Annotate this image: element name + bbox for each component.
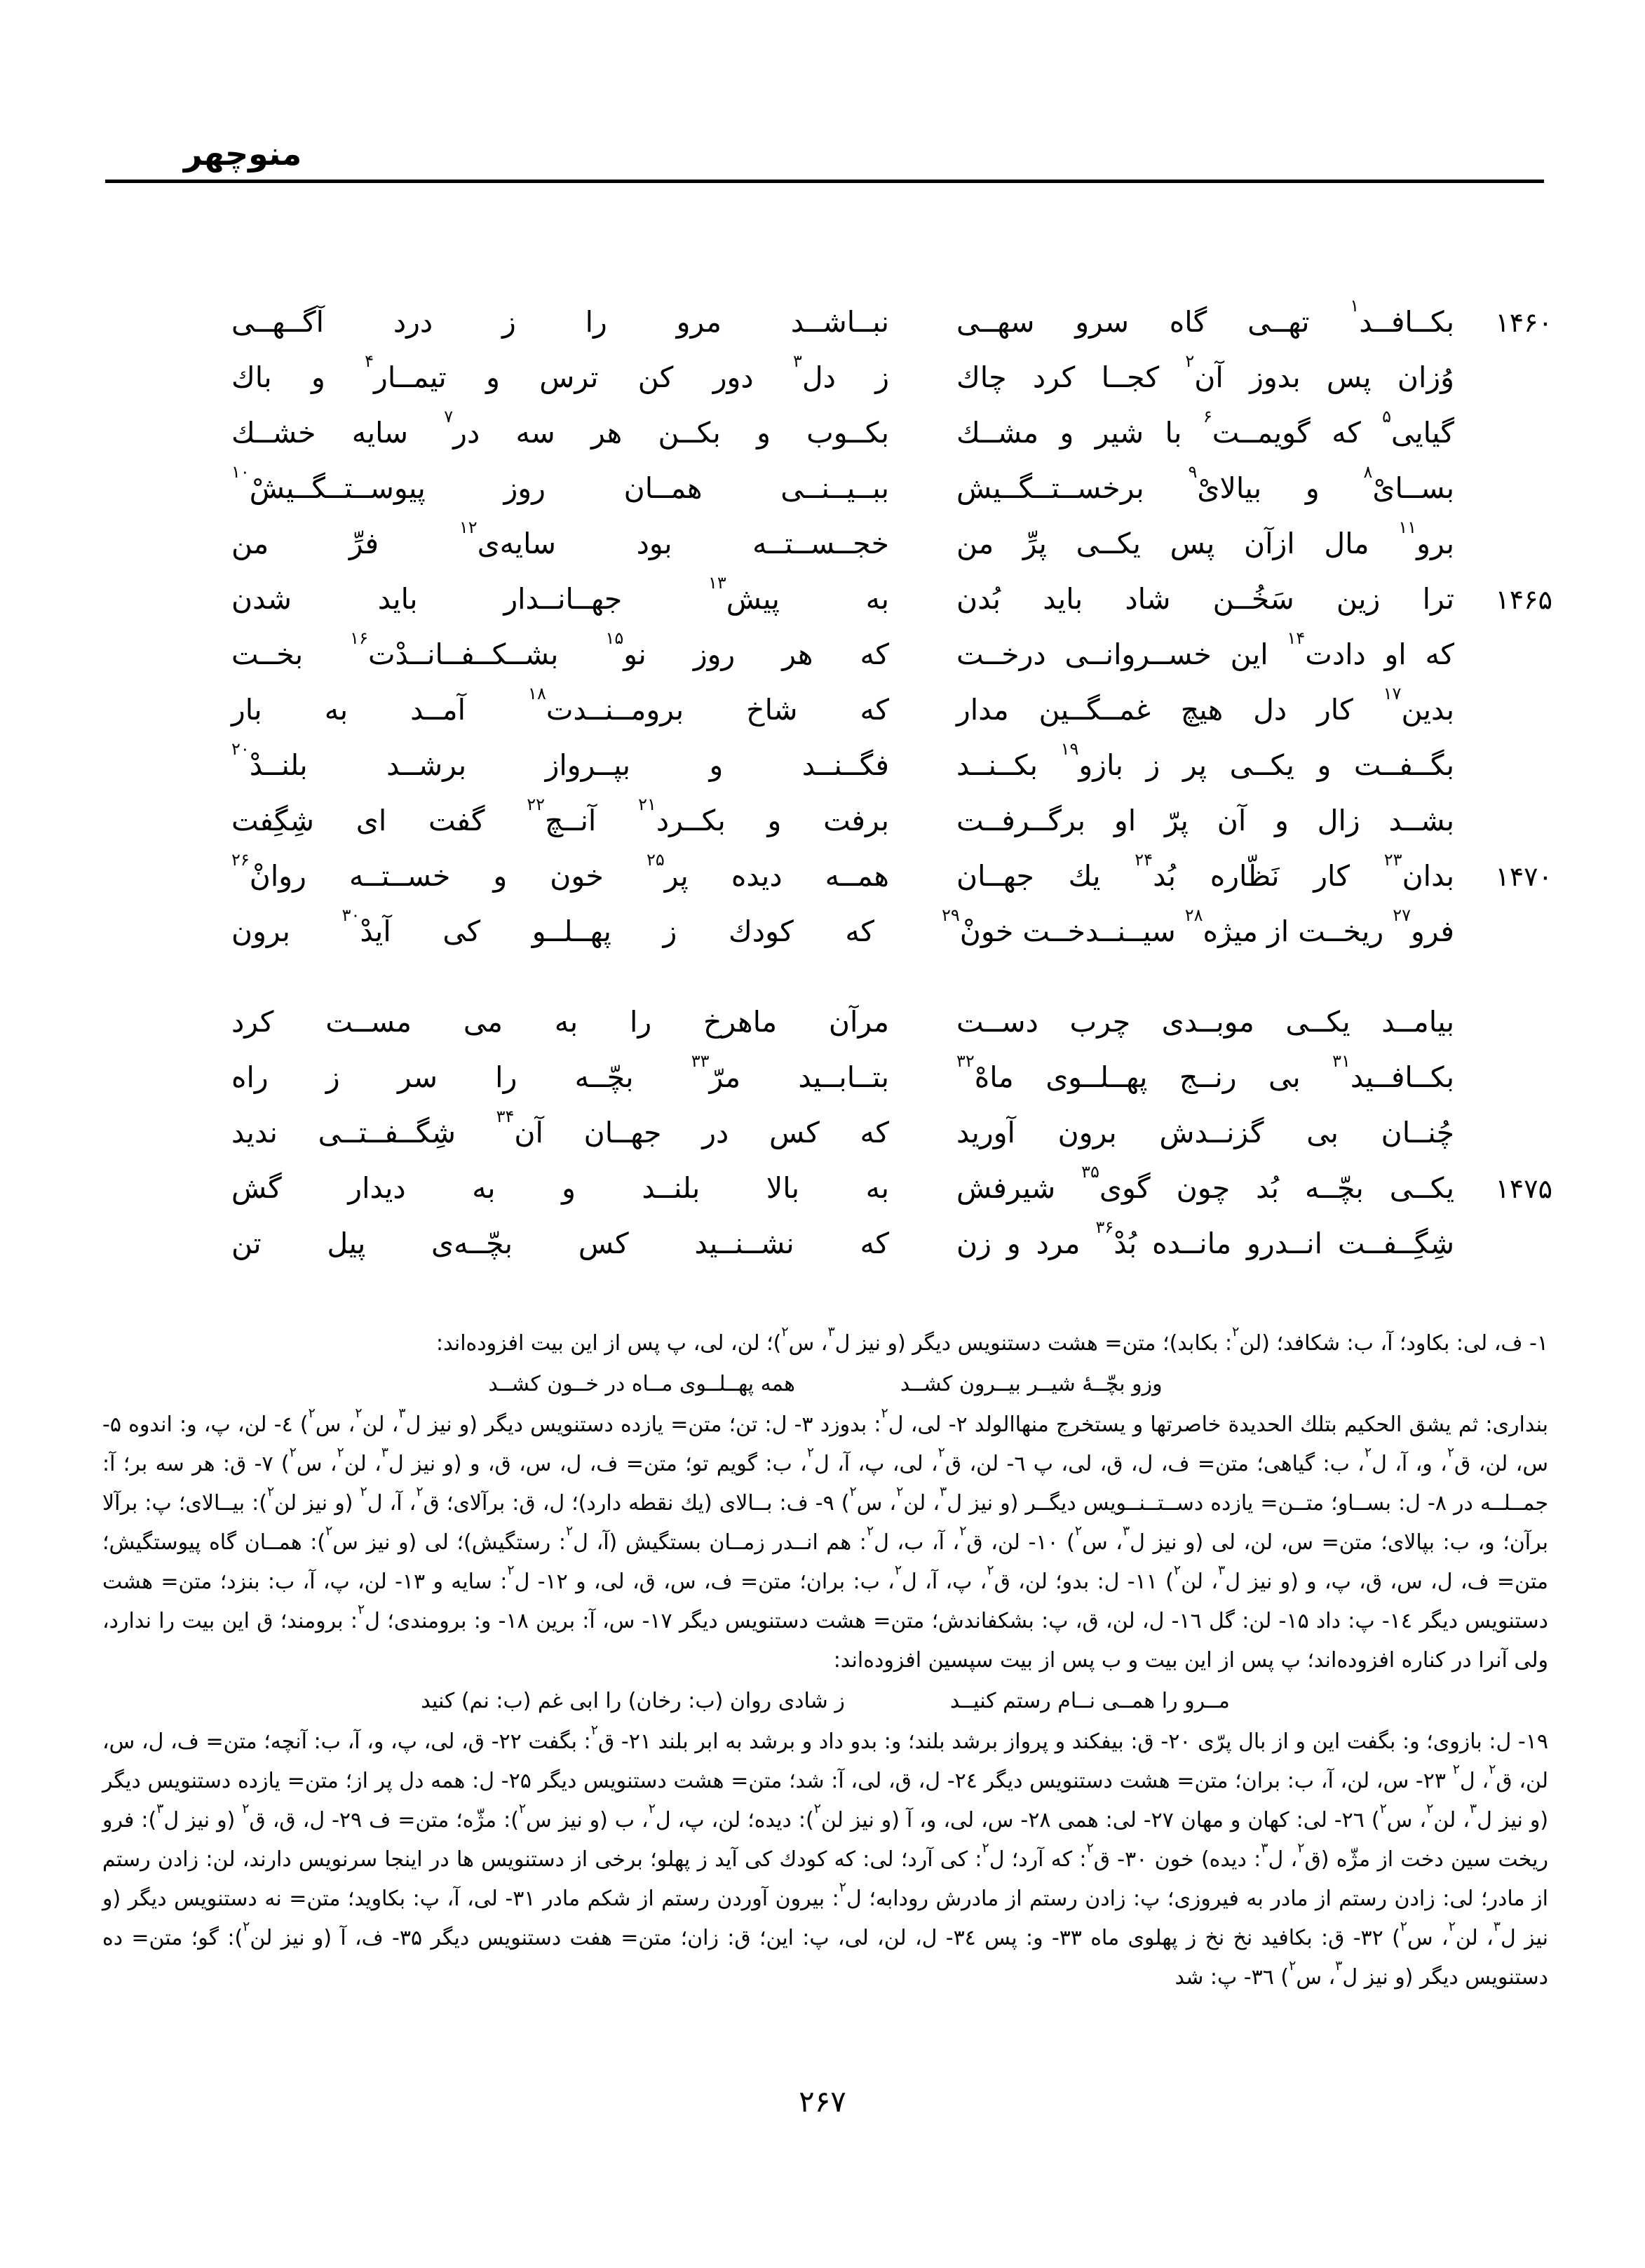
- hemistich-first: گيايى$^۵$ كه گويمــت$^۶$ با شير و مشــك: [956, 407, 1455, 450]
- verse-section: [231, 296, 1552, 1278]
- hemistich-second: به بالا بلنــد و به ديدار گش: [231, 1171, 889, 1205]
- stanza-2: [231, 1001, 1552, 1278]
- hemistich-first: فرو$^{۲۷}$ ريخــت از ميژه$^{۲۸}$ سيــنــدخــت خونْ$^{۲۹}$: [941, 905, 1454, 948]
- hemistich-first: كه او دادت$^{۱۴}$ اين خســروانــى درخــت: [956, 628, 1454, 671]
- hemistich-second: مرآن ماهرخ را به مى مســت كرد: [231, 1005, 889, 1039]
- couplet-row: [231, 850, 1552, 911]
- hemistich-first: يكــى بچّــه بُد چون گوى$^{۳۵}$ شيرفش: [956, 1162, 1454, 1205]
- couplet-row: [231, 905, 1552, 966]
- hemistich-second: كه نشــنــيد كس بچّــه‌ى پيل تن: [231, 1227, 889, 1260]
- footnote-verse-first: مــرو را همــى نــام رستم كنيــد: [949, 1689, 1230, 1713]
- hemistich-first: بكــافــيد$^{۳۱}$ بى رنــج پهــلــوى ماهْ$^{۳۲}$: [956, 1051, 1454, 1094]
- verse-number: ۱۴۶۰: [1495, 307, 1552, 338]
- couplet-row: [231, 628, 1552, 689]
- verse-number: ۱۴۶۵: [1495, 584, 1552, 615]
- footnote-verse-first: وزو بچّــهٔ شيــر بيــرون كشــد: [900, 1372, 1163, 1396]
- hemistich-first: شِگِــفــت انــدرو مانــده بُدْ$^{۳۶}$ مرد و زن: [956, 1217, 1454, 1260]
- header-rule: [105, 180, 1544, 183]
- couplet-row: [231, 739, 1552, 800]
- footnote-verse-second: همه پهــلــوى مــاه در خــون كشــد: [488, 1372, 795, 1396]
- hemistich-second: نبــاشــد مرو را ز درد آگــهــى: [231, 305, 889, 339]
- hemistich-first: چُنــان بى گزنــدش برون آوريد: [956, 1116, 1454, 1149]
- hemistich-second: همــه ديده پر$^{۲۵}$ خون و خســتــه روانْ$^{۲۶}$: [231, 850, 889, 893]
- hemistich-second: ببــيــنــى همــان روز پيوســتــگــيشْ$^{۱۰}$: [231, 462, 889, 505]
- couplet-row: [231, 351, 1552, 412]
- hemistich-first: برو$^{۱۱}$ مال ازآن پس يكــى پرِّ من: [956, 518, 1454, 560]
- stanza-1: [231, 296, 1552, 966]
- hemistich-second: خجــســتــه بود سايه‌ى$^{۱۲}$ فرِّ من: [231, 518, 889, 560]
- couplet-row: [231, 518, 1552, 579]
- couplet-row: [231, 462, 1552, 523]
- couplet-row: [231, 296, 1552, 357]
- chapter-title: منوچهر: [184, 135, 302, 173]
- hemistich-first: بگــفــت و يكــى پر ز بازو$^{۱۹}$ بكــنــد: [956, 739, 1454, 782]
- hemistich-second: كه كس در جهــان آن$^{۳۴}$ شِگــفــتــى نديد: [231, 1107, 889, 1149]
- couplet-row: [231, 1162, 1552, 1223]
- couplet-row: [231, 407, 1552, 468]
- footnote-verse-row: [102, 1682, 1548, 1721]
- footnote-paragraph: بندارى: ثم يشق الحكيم بتلك الحديدة خاصرتها و يستخرج منهاالولد ۲- لى، ل$^۲$: بدوزد ۳- ل: تن؛ متن= يازده دستنويس ديگر (و نيز ل$^۳$، لن$^۲$، س$^۲$) ٤- لن، پ، و: اندوه ۵- س، لن، ق$^۲$، و، آ، ل$^۲$، ب: گياهى؛ متن= ف، ل، ق، لى، پ ٦- لن، ق$^۲$، لى، پ، آ، ل$^۲$، ب: گويم تو؛ متن= ف، ل، س، ق، و (و نيز ل$^۳$، لن$^۲$، س$^۲$) ۷- ق: هر سه بر؛ آ: جمــلــه در ۸- ل: بســاو؛ متــن= يازده دســتــنــويس ديگــر (و نيز ل$^۳$، لن$^۲$، س$^۲$) ۹- ف: بــالاى (يك نقطه دارد)؛ ل، ق: برآلاى؛ ق$^۲$، آ، ل$^۲$ (و نيز لن$^۲$): بيــالاى؛ پ: برآلا برآن؛ و، ب: بپالاى؛ متن= س، لن، لى (و نيز ل$^۳$، س$^۲$) ۱۰- لن، ق$^۲$، آ، ب، ل$^۲$: هم انــدر زمــان بستگيش (آ، ل$^۲$: رستگيش)؛ لى (و نيز س$^۲$): همــان گاه پيوستگيش؛ متن= ف، ل، س، ق، پ، و (و نيز ل$^۳$، لن$^۲$) ۱۱- ل: بدو؛ لن، ق$^۲$، پ، آ، ل$^۲$، ب: بران؛ متن= ف، س، ق، لى، و ۱۲- ل$^۲$: سايه و ۱۳- لن، پ، آ، ب: بنزد؛ متن= هشت دستنويس ديگر ۱٤- پ: داد ۱۵- لن: گل ۱٦- ل، لن، ق، پ: بشكفاندش؛ متن= هشت دستنويس ديگر ۱۷- س، آ: برين ۱۸- و: برومندى؛ ل$^۲$: برومند؛ ق اين بيت را ندارد، ولى آنرا در كناره افزوده‌اند؛ پ پس از اين بيت و ب پس از بيت سپسين افزوده‌اند:: [102, 1405, 1549, 1673]
- hemistich-first: بيامــد يكــى موبــدى چرب دســت: [956, 1005, 1454, 1039]
- couplet-row: [231, 1107, 1552, 1168]
- hemistich-second: كه كودك ز پهــلــو كى آيدْ$^{۳۰}$ برون: [231, 905, 874, 948]
- verse-number: ۱۴۷۵: [1495, 1173, 1552, 1204]
- couplet-row: [231, 1051, 1552, 1112]
- hemistich-first: بشــد زال و آن پرّ او برگــرفــت: [956, 804, 1454, 837]
- couplet-row: [231, 1001, 1552, 1057]
- hemistich-second: بكــوب و بكــن هر سه در$^۷$ سايه خشــك: [231, 407, 889, 450]
- hemistich-second: كه هر روز نو$^{۱۵}$ بشــكــفــانــدْت$^{۱۶}$ بخــت: [231, 628, 889, 671]
- footnote-paragraph: ۱۹- ل: بازوى؛ و: بگفت اين و از بال پرّى ۲۰- ق: بيفكند و پرواز برشد بلند؛ و: بدو داد و برشد به ابر بلند ۲۱- ق$^۲$: بگفت ۲۲- ق، لى، پ، و، آ، ب: آنچه؛ متن= ف، ل، س، لن، ق$^۲$، ل$^۲$ ۲۳- س، لن، آ، ب: بران؛ متن= هشت دستنويس ديگر ۲٤- ل، ق، لى، آ: شد؛ متن= هشت دستنويس ديگر ۲۵- ل: همه دل پر از؛ متن= يازده دستنويس ديگر (و نيز ل$^۳$، لن$^۲$، س$^۲$) ۲٦- لى: كهان و مهان ۲۷- لى: همى ۲۸- س، لى، و، آ (و نيز لن$^۲$): ديده؛ لن، پ، ل$^۲$، ب (و نيز س$^۲$): مژّه؛ متن= ف ۲۹- ل، ق، ق$^۲$ (و نيز ل$^۳$): فرو ريخت سين دخت از مژّه (ق$^۲$، ل$^۳$: ديده) خون ۳۰- ق$^۲$: كه آرد؛ ل$^۲$: كى آرد؛ لى: كه كودك كى آيد ز پهلو؛ برخى از دستنويس ها در اينجا سرنويس دارند، لن: زادن رستم از مادر؛ لى: زادن رستم از مادر به فيروزى؛ پ: زادن رستم از مادرش رودابه؛ ل$^۲$: بيرون آوردن رستم از شكم مادر ۳۱- لى، آ، پ: بكاويد؛ متن= نه دستنويس ديگر (و نيز ل$^۳$، لن$^۲$، س$^۲$) ۳۲- ق: بكافيد نخ نخ ز پهلوى ماه ۳۳- و: پس ۳٤- ل، لن، لى، پ: اين؛ ق: زان؛ متن= هفت دستنويس ديگر ۳۵- ف، آ (و نيز لن$^۲$): گو؛ متن= ده دستنويس ديگر (و نيز ل$^۳$، س$^۲$) ۳٦- پ: شد: [102, 1722, 1549, 1990]
- hemistich-second: فگــنــد و بپــرواز برشــد بلنــدْ$^{۲۰}$: [231, 739, 889, 782]
- verse-number: ۱۴۷۰: [1495, 861, 1552, 892]
- hemistich-first: بدين$^{۱۷}$ كار دل هيچ غمــگــين مدار: [956, 684, 1454, 727]
- footnote-paragraph: ۱- ف، لى: بكاود؛ آ، ب: شكافد؛ (لن$^۲$: بكابد)؛ متن= هشت دستنويس ديگر (و نيز ل$^۳$، س$^۲$)؛ لن، لى، پ پس از اين بيت افزوده‌اند:: [435, 1324, 1548, 1356]
- hemistich-second: بتــابــيد مرّ$^{۳۳}$ بچّــه را سر ز راه: [231, 1051, 889, 1094]
- hemistich-second: ز دل$^۳$ دور كن ترس و تيمــار$^۴$ و باك: [231, 351, 889, 394]
- hemistich-second: برفت و بكــرد$^{۲۱}$ آنــچ$^{۲۲}$ گفت اى شِگِفت: [231, 795, 889, 837]
- running-header: [184, 135, 302, 173]
- page-number: ۲۶۷: [799, 2084, 846, 2119]
- hemistich-first: بســاىْ$^۸$ و بيالاىْ$^۹$ برخســتــگــيش: [956, 462, 1454, 505]
- couplet-row: [231, 1217, 1552, 1278]
- hemistich-first: ترا زين سَخُــن شاد بايد بُدن: [956, 582, 1454, 616]
- couplet-row: [231, 795, 1552, 856]
- hemistich-first: بكــافــد$^۱$ تهــى گاه سرو سهــى: [956, 296, 1454, 339]
- footnote-verse-row: [102, 1365, 1548, 1404]
- couplet-row: [231, 684, 1552, 745]
- couplet-row: [231, 573, 1552, 634]
- hemistich-first: وُزان پس بدوز آن$^۲$ كجــا كرد چاك: [956, 351, 1454, 394]
- hemistich-second: به پيش$^{۱۳}$ جهــانــدار بايد شدن: [231, 573, 890, 616]
- footnote-verse-second: ز شادى روان (ب: رخان) را ابى غم (ب: نم) كنيد: [421, 1689, 845, 1713]
- hemistich-first: بدان$^{۲۳}$ كار نَظّاره بُد$^{۲۴}$ يك جهــان: [956, 850, 1454, 893]
- hemistich-second: كه شاخ برومــنــدت$^{۱۸}$ آمــد به بار: [231, 684, 889, 727]
- footnotes-section: [102, 1324, 1548, 1997]
